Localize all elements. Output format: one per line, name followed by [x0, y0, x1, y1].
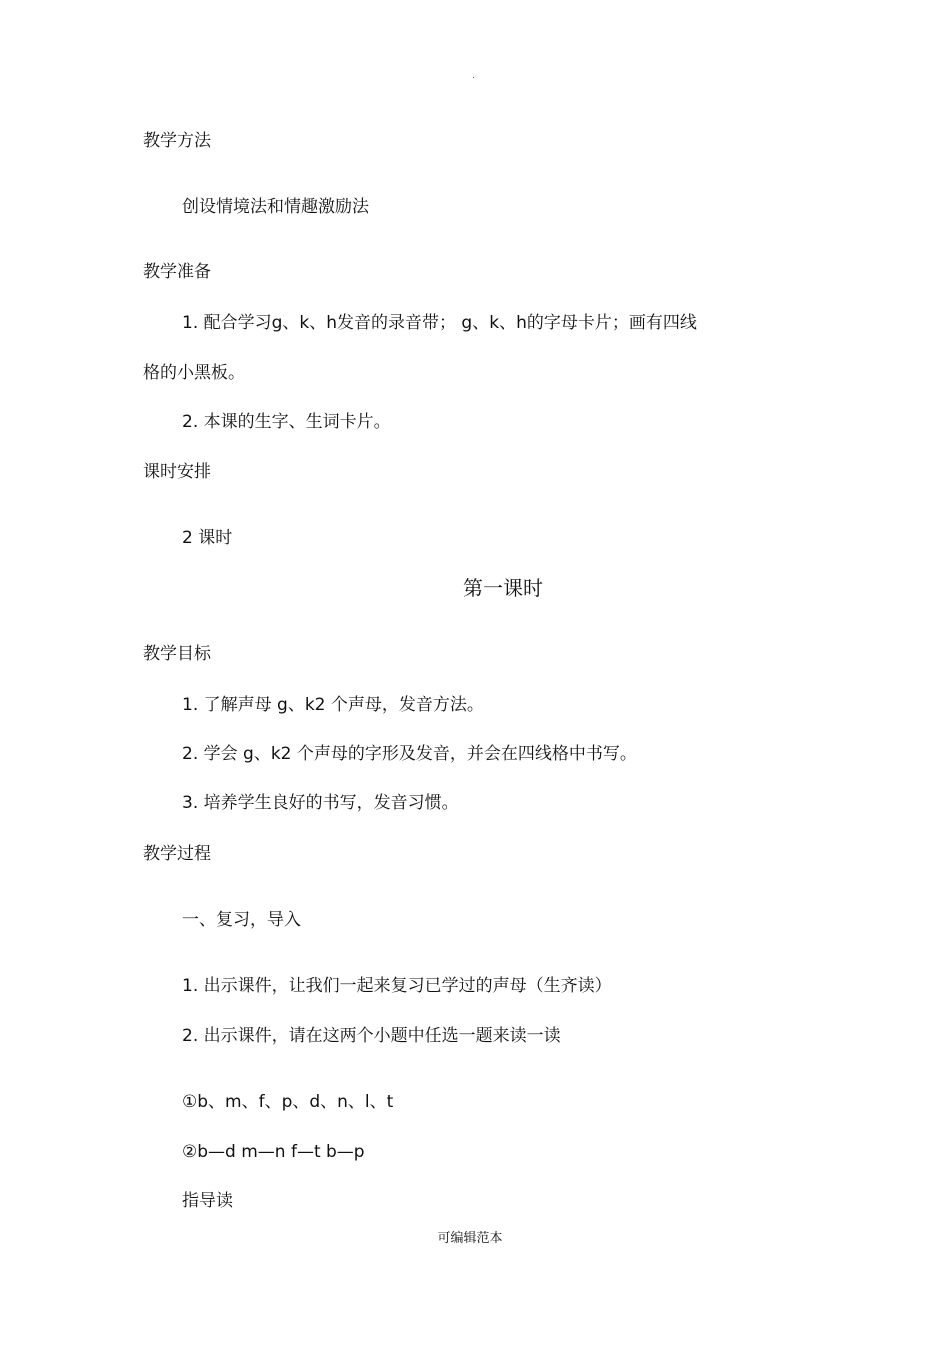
prep-item-1-line-2: 格的小黑板。	[143, 363, 245, 383]
option-1: ①b、m、f、p、d、n、l、t	[182, 1092, 394, 1112]
option-2: ②b—d m—n f—t b—p	[182, 1142, 365, 1162]
lesson-title: 第一课时	[463, 576, 543, 600]
process-item-2: 2. 出示课件，请在这两个小题中任选一题来读一读	[182, 1026, 561, 1046]
method-text: 创设情境法和情趣激励法	[182, 197, 369, 217]
goal-heading: 教学目标	[143, 644, 211, 664]
process-heading: 教学过程	[143, 844, 211, 864]
header-mark: ·	[472, 73, 476, 84]
prep-item-1-line-1: 1. 配合学习g、k、h发音的录音带； g、k、h的字母卡片；画有四线	[182, 313, 697, 333]
goal-item-3: 3. 培养学生良好的书写，发音习惯。	[182, 793, 459, 813]
goal-item-2: 2. 学会 g、k2 个声母的字形及发音，并会在四线格中书写。	[182, 744, 637, 764]
process-step-1: 一、复习，导入	[182, 910, 301, 930]
schedule-text: 2 课时	[182, 528, 233, 548]
prep-item-2: 2. 本课的生字、生词卡片。	[182, 412, 391, 432]
method-heading: 教学方法	[143, 131, 211, 151]
process-item-1: 1. 出示课件，让我们一起来复习已学过的声母（生齐读）	[182, 976, 612, 996]
page-footer: 可编辑范本	[437, 1231, 503, 1246]
guide-read: 指导读	[182, 1191, 233, 1211]
goal-item-1: 1. 了解声母 g、k2 个声母，发音方法。	[182, 695, 484, 715]
schedule-heading: 课时安排	[143, 462, 211, 482]
prep-heading: 教学准备	[143, 262, 211, 282]
